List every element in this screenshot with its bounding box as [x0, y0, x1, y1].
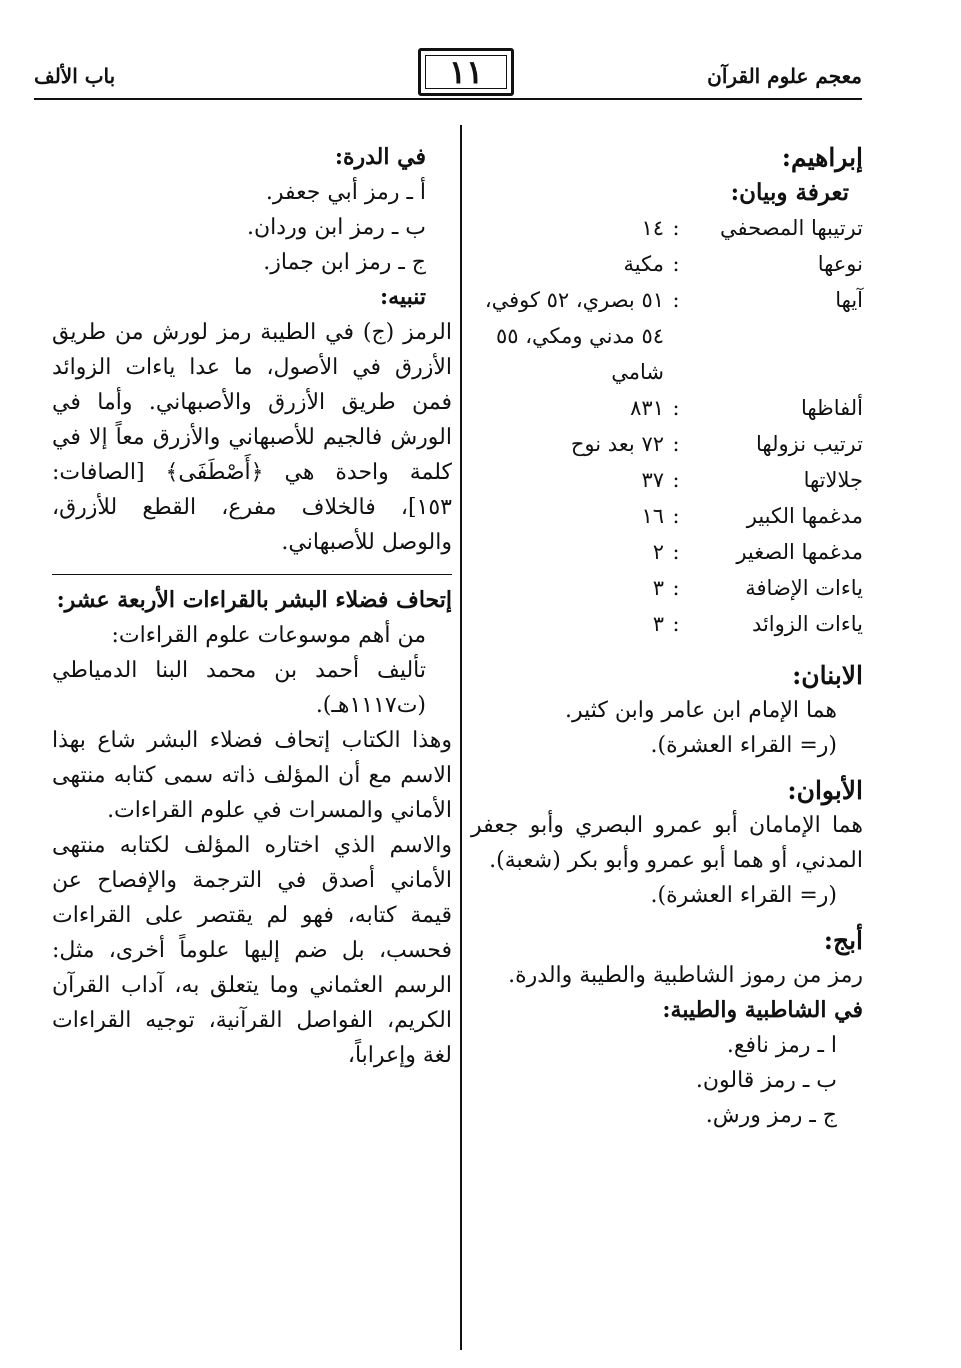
- abj-text: رمز من رموز الشاطبية والطيبة والدرة.: [508, 963, 863, 988]
- entry-heading-ibrahim: إبراهيم:: [781, 143, 863, 172]
- stat-value: مكية: [623, 252, 664, 276]
- stat-label: ياءات الزوائد: [751, 612, 863, 636]
- ithaf-p1: من أهم موسوعات علوم القراءات:: [111, 623, 426, 648]
- table-row: [471, 534, 863, 570]
- table-row: [471, 390, 863, 426]
- stat-label: ترتيب نزولها: [756, 432, 863, 456]
- stat-label: آيها: [835, 288, 863, 312]
- stat-colon: :: [672, 504, 680, 528]
- right-column: [471, 140, 863, 1133]
- list-item: ج ـ رمز ورش.: [705, 1103, 837, 1128]
- durra-sub: في الدرة:: [334, 144, 426, 170]
- stat-value: ٣: [652, 576, 664, 600]
- stat-label: ألفاظها: [800, 396, 863, 420]
- book-title: معجم علوم القرآن: [707, 64, 862, 88]
- list-item: ج ـ رمز ابن جماز.: [263, 250, 426, 275]
- stat-colon: :: [672, 540, 680, 564]
- stat-colon: :: [672, 612, 680, 636]
- surah-stats-table: [471, 210, 863, 642]
- abawan-ref: (ر= القراء العشرة).: [650, 883, 837, 908]
- stat-value: ٨٣١: [630, 396, 664, 420]
- stat-colon: :: [672, 576, 680, 600]
- abawan-text: هما الإمامان أبو عمرو البصري وأبو جعفر المدني، أو هما أبو عمرو وأبو بكر (شعبة).: [471, 813, 863, 873]
- stat-colon: :: [672, 216, 680, 240]
- page-number-box: [418, 48, 514, 96]
- page-header: [34, 48, 862, 100]
- table-row: [471, 462, 863, 498]
- page-number: ١١: [448, 53, 484, 91]
- stat-colon: :: [672, 288, 680, 312]
- list-item: أ ـ رمز أبي جعفر.: [265, 180, 426, 205]
- table-row: [471, 498, 863, 534]
- stat-colon: :: [672, 468, 680, 492]
- list-item: ا ـ رمز نافع.: [726, 1033, 837, 1058]
- stat-label: جلالاتها: [803, 468, 863, 492]
- table-row: [471, 246, 863, 282]
- stat-colon: :: [672, 252, 680, 276]
- tanbih-heading: تنبيه:: [380, 284, 426, 310]
- stat-label: ترتيبها المصحفي: [720, 216, 863, 240]
- chapter-title: باب الألف: [34, 64, 116, 88]
- stat-label: مدغمها الكبير: [746, 504, 863, 528]
- stat-colon: :: [672, 396, 680, 420]
- stat-value: ١٦: [641, 504, 664, 528]
- ithaf-p2: تأليف أحمد بن محمد البنا الدمياطي (ت١١١٧هـ).: [52, 658, 426, 718]
- stat-value: ٣٧: [641, 468, 664, 492]
- subheading-tarifa: تعرفة وبيان:: [730, 179, 849, 206]
- ibnan-text: هما الإمام ابن عامر وابن كثير.: [565, 698, 837, 723]
- ithaf-p4: والاسم الذي اختاره المؤلف لكتابه منتهى الأماني أصدق في الترجمة والإفصاح عن قيمة كتابه، فهو لم يقتصر على القراءات فحسب، بل ضم إليها علوماً أخرى، مثل: الرسم العثماني وما يتعلق به، آداب القرآن الكريم، الفواصل القرآنية، توجيه القراءات لغة وإعراباً،: [52, 833, 452, 1068]
- entry-heading-abj: أبج:: [823, 926, 863, 955]
- stat-value: ٢: [652, 540, 664, 564]
- left-column: [52, 140, 452, 1073]
- table-row: [471, 606, 863, 642]
- stat-value: ٧٢ بعد نوح: [570, 432, 664, 456]
- entry-heading-ithaf: إتحاف فضلاء البشر بالقراءات الأربعة عشر:: [56, 587, 452, 613]
- table-row: [471, 426, 863, 462]
- stat-label: نوعها: [817, 252, 863, 276]
- column-divider: [460, 125, 462, 1350]
- ithaf-p3: وهذا الكتاب إتحاف فضلاء البشر شاع بهذا الاسم مع أن المؤلف ذاته سمى كتابه منتهى الأماني والمسرات في علوم القراءات.: [52, 728, 452, 823]
- stat-value: ١٤: [641, 216, 664, 240]
- table-row: [471, 282, 863, 390]
- table-row: [471, 210, 863, 246]
- list-item: ب ـ رمز ابن وردان.: [247, 215, 426, 240]
- stat-value: ٥١ بصري، ٥٢ كوفي، ٥٤ مدني ومكي، ٥٥ شامي: [484, 288, 664, 384]
- abj-sub: في الشاطبية والطيبة:: [662, 997, 863, 1023]
- stat-label: مدغمها الصغير: [736, 540, 863, 564]
- stat-label: ياءات الإضافة: [745, 576, 863, 600]
- list-item: ب ـ رمز قالون.: [695, 1068, 837, 1093]
- entry-heading-abawan: الأبوان:: [787, 776, 863, 805]
- ibnan-ref: (ر= القراء العشرة).: [650, 733, 837, 758]
- entry-heading-ibnan: الابنان:: [792, 661, 863, 690]
- tanbih-text: الرمز (ج) في الطيبة رمز لورش من طريق الأزرق في الأصول، ما عدا ياءات الزوائد فمن طريق الأزرق والأصبهاني. وأما في الورش فالجيم للأصبهاني والأزرق معاً إلا في كلمة واحدة هي ﴿أَصْطَفَى﴾ [الصافات: ١٥٣]، فالخلاف مفرع، القطع للأزرق، والوصل للأصبهاني.: [52, 320, 452, 555]
- stat-colon: :: [672, 432, 680, 456]
- table-row: [471, 570, 863, 606]
- section-rule: [52, 574, 452, 575]
- stat-value: ٣: [652, 612, 664, 636]
- header-rule: [34, 98, 862, 100]
